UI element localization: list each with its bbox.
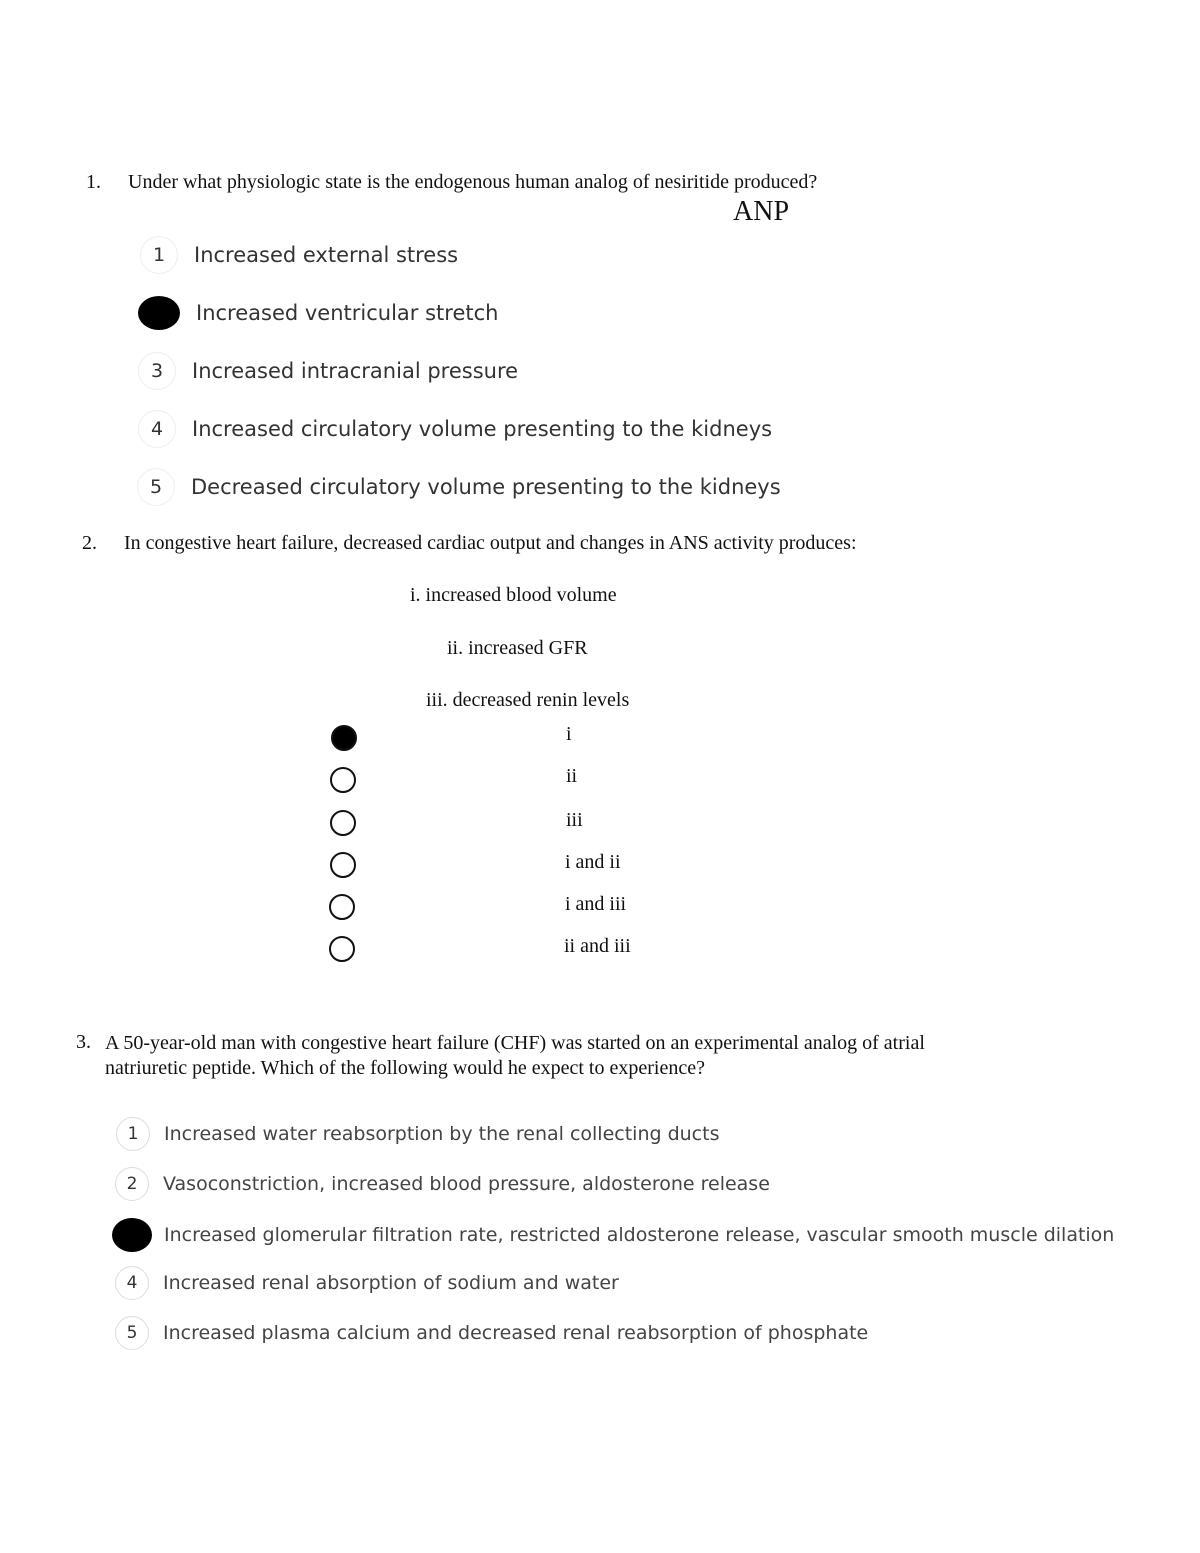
statement-ii: ii. increased GFR xyxy=(447,637,588,659)
q1-option-4-marker[interactable]: 4 xyxy=(138,410,176,448)
q1-option-4[interactable] xyxy=(138,410,772,448)
q2-choice-1-label: i xyxy=(566,723,572,745)
q3-option-3-marker-selected[interactable] xyxy=(112,1218,152,1252)
q3-option-4-text: Increased renal absorption of sodium and water xyxy=(163,1272,619,1294)
q2-bubble-5[interactable] xyxy=(329,894,355,920)
q3-option-2[interactable] xyxy=(115,1167,770,1201)
q1-option-5[interactable] xyxy=(137,468,781,506)
q3-option-4-marker[interactable]: 4 xyxy=(115,1266,149,1300)
question-1-annotation: ANP xyxy=(733,196,790,227)
q1-option-3-marker[interactable]: 3 xyxy=(138,352,176,390)
q1-option-2-text: Increased ventricular stretch xyxy=(196,301,499,325)
q3-option-2-text: Vasoconstriction, increased blood pressure, aldosterone release xyxy=(163,1173,770,1195)
q3-option-3[interactable] xyxy=(112,1218,1114,1252)
question-3-text-line-2: natriuretic peptide. Which of the following would he expect to experience? xyxy=(105,1057,705,1079)
q1-option-5-marker[interactable]: 5 xyxy=(137,468,175,506)
q1-option-3[interactable] xyxy=(138,352,518,390)
q3-option-5[interactable] xyxy=(115,1316,868,1350)
q3-option-2-marker[interactable]: 2 xyxy=(115,1167,149,1201)
question-2-text: In congestive heart failure, decreased cardiac output and changes in ANS activity produces: xyxy=(124,532,857,554)
q1-option-4-text: Increased circulatory volume presenting to the kidneys xyxy=(192,417,773,441)
q3-option-3-text: Increased glomerular filtration rate, restricted aldosterone release, vascular smooth muscle dilation xyxy=(164,1224,1115,1246)
q2-bubble-6[interactable] xyxy=(329,936,355,962)
q2-choice-4-label: i and ii xyxy=(565,851,621,873)
q2-choice-6-label: ii and iii xyxy=(564,935,631,957)
q2-bubble-2[interactable] xyxy=(330,767,356,793)
q3-option-1-marker[interactable]: 1 xyxy=(116,1117,150,1151)
q3-option-5-marker[interactable]: 5 xyxy=(115,1316,149,1350)
question-3-text-line-1: A 50-year-old man with congestive heart failure (CHF) was started on an experimental analog of atrial xyxy=(105,1032,925,1054)
q3-option-4[interactable] xyxy=(115,1266,619,1300)
question-1-number: 1. xyxy=(86,171,101,193)
question-3-number: 3. xyxy=(76,1031,91,1053)
question-2-number: 2. xyxy=(82,532,97,554)
q2-bubble-1-selected[interactable] xyxy=(331,725,357,751)
q1-option-1-marker[interactable]: 1 xyxy=(140,236,178,274)
q3-option-1[interactable] xyxy=(116,1117,719,1151)
q2-choice-3-label: iii xyxy=(566,809,583,831)
q3-option-1-text: Increased water reabsorption by the renal collecting ducts xyxy=(164,1123,720,1145)
q1-option-1[interactable] xyxy=(140,236,458,274)
q2-choice-5-label: i and iii xyxy=(565,893,627,915)
q2-bubble-3[interactable] xyxy=(330,810,356,836)
q1-option-3-text: Increased intracranial pressure xyxy=(192,359,519,383)
statement-iii: iii. decreased renin levels xyxy=(426,689,630,711)
q1-option-2-marker-selected[interactable] xyxy=(138,296,180,330)
q2-bubble-4[interactable] xyxy=(330,852,356,878)
q1-option-2[interactable] xyxy=(138,296,498,330)
q1-option-1-text: Increased external stress xyxy=(194,243,459,267)
statement-i: i. increased blood volume xyxy=(410,584,617,606)
q3-option-5-text: Increased plasma calcium and decreased renal reabsorption of phosphate xyxy=(163,1322,869,1344)
q1-option-5-text: Decreased circulatory volume presenting to the kidneys xyxy=(191,475,781,499)
question-1-text: Under what physiologic state is the endogenous human analog of nesiritide produced? xyxy=(128,171,818,193)
q2-choice-2-label: ii xyxy=(566,765,578,787)
